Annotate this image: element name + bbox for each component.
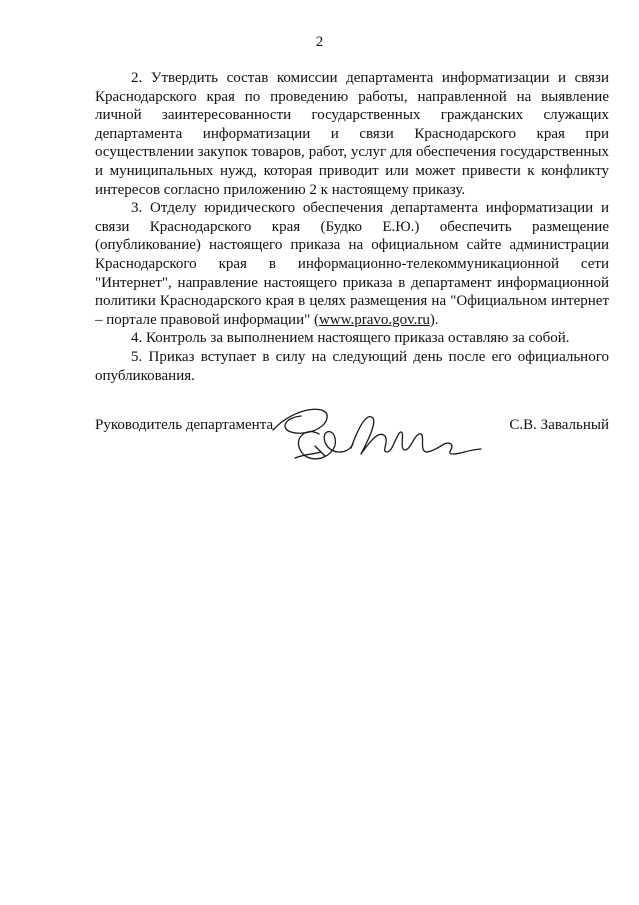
paragraph-3-end: ). <box>429 311 439 328</box>
handwritten-signature <box>255 396 485 476</box>
paragraph-4: 4. Контроль за выполнением настоящего приказа оставляю за собой. <box>131 330 570 347</box>
paragraph-2: 2. Утвердить состав комиссии департамента информатизации и связи Краснодарского края по проведению работы, направленной на выявление личной заинтересованности государственных гражданских служащих департамента информатизации и связи Краснодарского края при осуществлении закупок товаров, работ, услуг для обеспечения государственных и муниципальных нужд, которая приводит или может привести к конфликту интересов согласно приложению 2 к настоящему приказу. <box>95 70 609 198</box>
order-body <box>95 69 609 385</box>
paragraph-3 <box>95 199 609 329</box>
paragraph-3-text: 3. Отделу юридического обеспечения департамента информатизации и связи Краснодарского края (Будко Е.Ю.) обеспечить размещение (опубликование) настоящего приказа на официальном сайте администрации Краснодарского края в информационно-телекоммуникационной сети "Интернет", направление настоящего приказа в департамент информационной политики Краснодарского края в целях размещения на "Официальном интернет – портале правовой информации" ( <box>95 200 609 328</box>
page-number: 2 <box>315 34 324 50</box>
pravo-gov-link[interactable]: www.pravo.gov.ru <box>318 311 430 328</box>
signatory-position: Руководитель департамента <box>95 417 274 433</box>
signatory-name: С.В. Завальный <box>509 417 609 433</box>
paragraph-5: 5. Приказ вступает в силу на следующий день после его официального опубликования. <box>95 348 609 384</box>
